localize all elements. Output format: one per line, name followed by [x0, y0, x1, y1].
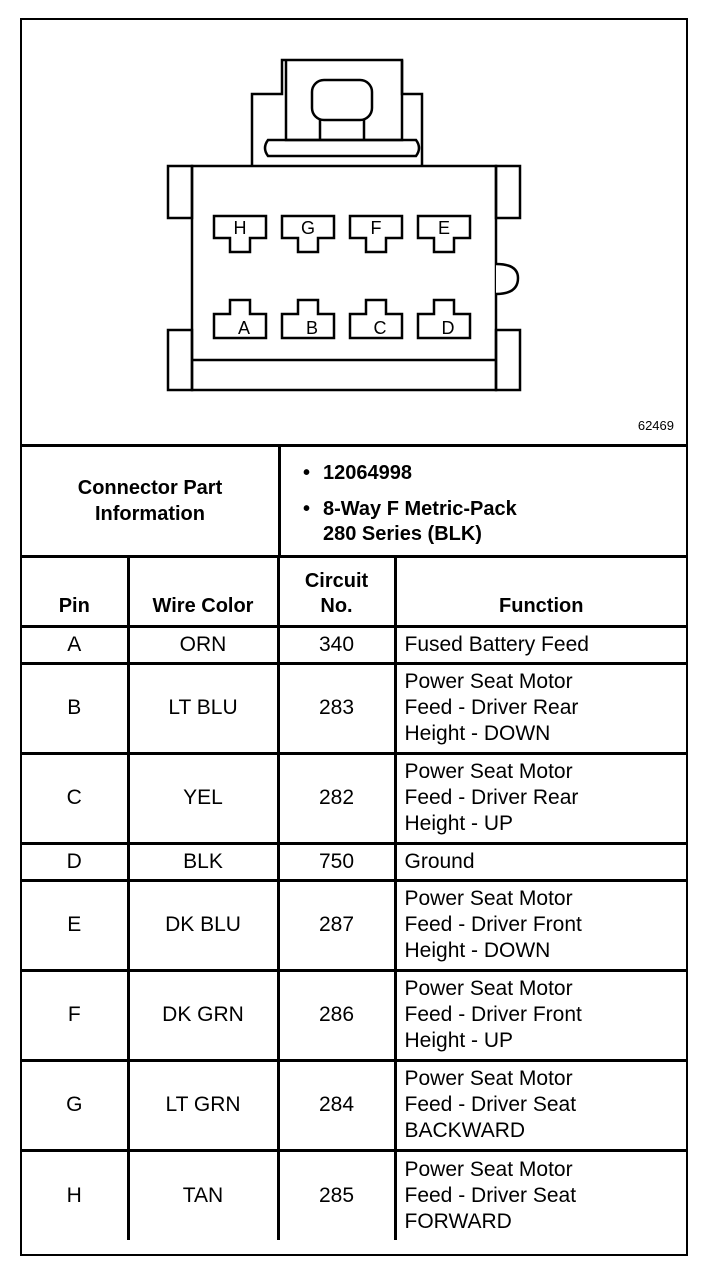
circuit-cell: 284	[278, 1060, 395, 1150]
wire-color-cell: ORN	[128, 626, 278, 663]
table-row	[22, 663, 686, 753]
table-row	[22, 843, 686, 880]
circuit-cell: 285	[278, 1150, 395, 1240]
circuit-cell: 340	[278, 626, 395, 663]
cavity-label-bottom: C	[373, 318, 387, 338]
cavity-label-top: E	[437, 218, 451, 238]
cavity-label-top: F	[370, 218, 382, 238]
function-cell	[395, 843, 686, 880]
description-line1: 8-Way F Metric-Pack	[323, 498, 517, 520]
pin-cell: C	[22, 753, 128, 843]
description-bullet	[303, 497, 517, 547]
wire-color-cell: DK GRN	[128, 970, 278, 1060]
header-pin: Pin	[22, 558, 128, 626]
header-function: Function	[395, 558, 686, 626]
function-line: BACKWARD	[404, 1119, 526, 1142]
wire-color-cell: BLK	[128, 843, 278, 880]
pin-cell: H	[22, 1150, 128, 1240]
connector-sheet	[20, 18, 688, 1256]
function-line: Power Seat Motor	[404, 670, 573, 693]
circuit-cell: 287	[278, 880, 395, 970]
cavity-label-bottom: A	[237, 318, 251, 338]
function-line: Feed - Driver Rear	[404, 786, 579, 809]
pin-cell: G	[22, 1060, 128, 1150]
pin-cell: E	[22, 880, 128, 970]
table-row	[22, 753, 686, 843]
wire-color-cell: LT GRN	[128, 1060, 278, 1150]
function-cell	[395, 663, 686, 753]
function-cell	[395, 626, 686, 663]
function-line: Feed - Driver Seat	[404, 1183, 577, 1207]
left-tab-bottom	[168, 330, 192, 390]
wire-color-cell: YEL	[128, 753, 278, 843]
latch-housing	[252, 60, 422, 166]
header-circuit	[278, 558, 395, 626]
info-label-line1: Connector Part	[77, 477, 223, 499]
part-number-bullet	[303, 461, 412, 486]
circuit-cell: 283	[278, 663, 395, 753]
cavity-label-bottom: D	[441, 318, 455, 338]
description-line2: 280 Series (BLK)	[323, 523, 482, 545]
function-line: Power Seat Motor	[404, 977, 573, 1000]
connector-body	[192, 166, 496, 390]
cavity-label-top: G	[300, 218, 316, 238]
function-line: Height - UP	[404, 1029, 514, 1052]
function-line: FORWARD	[404, 1209, 512, 1233]
connector-diagram	[22, 20, 686, 447]
info-label-line2: Information	[95, 503, 205, 525]
function-line: Feed - Driver Seat	[404, 1093, 577, 1116]
function-line: Power Seat Motor	[404, 1157, 573, 1181]
info-label	[22, 447, 281, 555]
figure-id: 62469	[637, 418, 674, 433]
circuit-cell: 286	[278, 970, 395, 1060]
circuit-cell: 282	[278, 753, 395, 843]
header-circuit-line1: Circuit	[304, 569, 369, 592]
pin-cell: A	[22, 626, 128, 663]
function-line: Height - DOWN	[404, 939, 551, 962]
table-row	[22, 626, 686, 663]
right-tab-bottom	[496, 330, 520, 390]
function-line: Fused Battery Feed	[404, 632, 589, 656]
info-details	[281, 447, 686, 555]
bullet-icon: •	[303, 498, 311, 520]
right-tab-top	[496, 166, 520, 218]
function-cell	[395, 1060, 686, 1150]
function-cell	[395, 753, 686, 843]
function-line: Height - DOWN	[404, 722, 551, 745]
bullet-icon: •	[303, 462, 311, 484]
header-wire-color: Wire Color	[128, 558, 278, 626]
cavity-label-bottom: B	[305, 318, 319, 338]
function-cell	[395, 880, 686, 970]
function-line: Feed - Driver Front	[404, 1003, 582, 1026]
wire-color-cell: DK BLU	[128, 880, 278, 970]
connector-drawing	[22, 20, 686, 444]
table-row	[22, 970, 686, 1060]
function-line: Height - UP	[404, 812, 514, 835]
table-row	[22, 1060, 686, 1150]
pin-cell: B	[22, 663, 128, 753]
function-line: Power Seat Motor	[404, 1067, 573, 1090]
circuit-cell: 750	[278, 843, 395, 880]
pin-table	[22, 558, 686, 1240]
wire-color-cell: LT BLU	[128, 663, 278, 753]
part-number: 12064998	[323, 462, 412, 484]
function-line: Feed - Driver Front	[404, 913, 582, 936]
header-circuit-line2: No.	[320, 594, 353, 617]
function-line: Feed - Driver Rear	[404, 696, 579, 719]
function-cell	[395, 970, 686, 1060]
table-row	[22, 880, 686, 970]
latch-lock	[312, 80, 372, 120]
function-line: Power Seat Motor	[404, 760, 573, 783]
function-line: Ground	[404, 849, 475, 873]
table-header	[22, 558, 686, 626]
pin-cell: D	[22, 843, 128, 880]
wire-color-cell: TAN	[128, 1150, 278, 1240]
cavity-label-top: H	[233, 218, 247, 238]
connector-part-info	[22, 447, 686, 558]
function-line: Power Seat Motor	[404, 887, 573, 910]
function-cell	[395, 1150, 686, 1240]
left-tab-top	[168, 166, 192, 218]
pin-cell: F	[22, 970, 128, 1060]
table-row	[22, 1150, 686, 1240]
